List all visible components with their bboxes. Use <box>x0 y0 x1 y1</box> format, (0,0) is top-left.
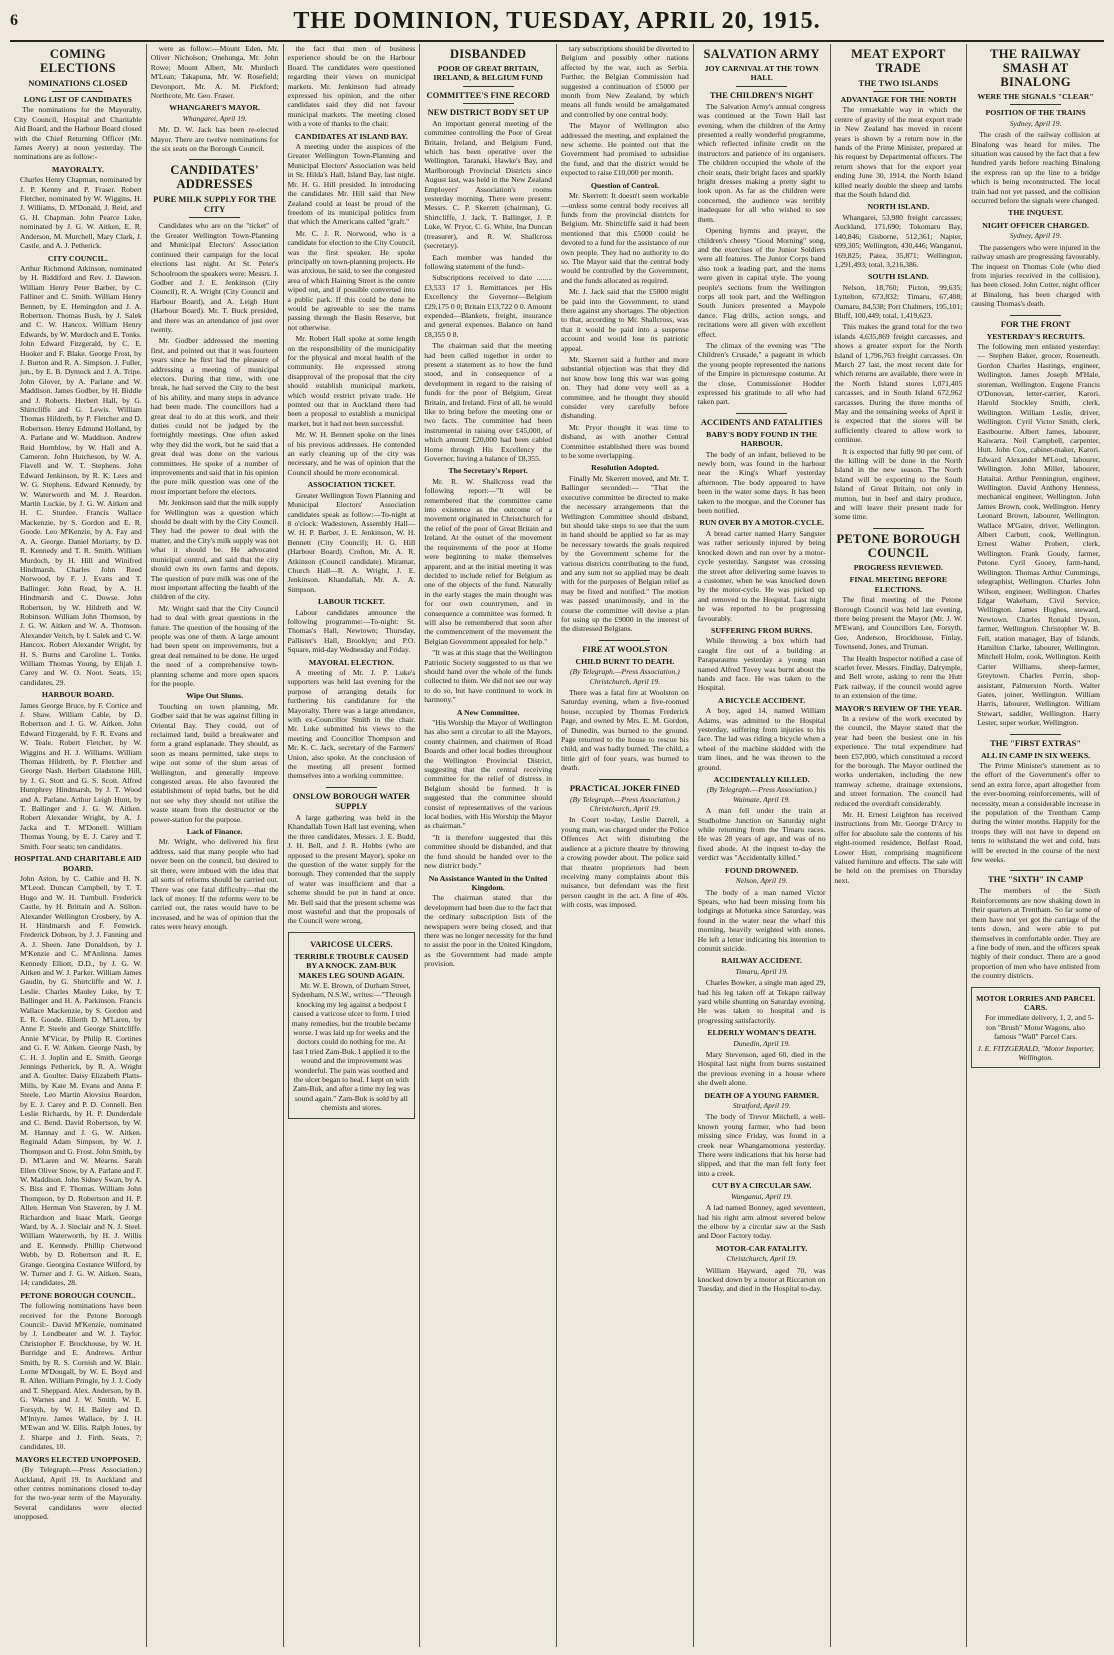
subheadline: COMMITTEE'S FINE RECORD <box>426 89 550 100</box>
subheadline: FINAL MEETING BEFORE ELECTIONS. <box>849 575 948 594</box>
section-head: No Assistance Wanted in the United Kingdom. <box>428 873 548 892</box>
dateline: (By Telegraph.—Press Association.) Christchurch, April 19. <box>569 667 680 686</box>
subheadline: LONG LIST OF CANDIDATES <box>23 95 132 104</box>
subheadline: JOY CARNIVAL AT THE TOWN HALL <box>704 64 819 83</box>
divider <box>599 640 650 641</box>
paragraph: The body of a man named Victor Spears, who had been missing from his lodgings at Motueka since Saturday, was found in the water near the wharf this morning, heavily weighted with stones. He left a letter indicating his intention to commit suicide. <box>697 887 826 953</box>
dateline: Nelson, April 19. <box>735 876 788 886</box>
paragraph: In a review of the work executed by the council, the Mayor stated that the year had been the busiest one in his experience. The total expenditure had been £57,000, which constituted a record for the borough. The Mayor outlined the works undertaken, including the new tramway scheme, drainage extensions, and street formation. The council had reduced the overdraft considerably. <box>834 713 963 808</box>
paragraph: Mr. R. W. Shallcross read the following report:—"It will be remembered that the committee came into existence as the outcome of a movement originated in Christchurch for the relief of the poor of Great Britain and Ireland. At the outset of the movement the requirements of the poor at Home were beginning to make themselves apparent, and at the initial meeting it was decided to include relief for Belgium as one of the objects of the fund. Naturally in the early stages the main thought was for our own countrymen, and in consequence a committee was formed. It will also be remembered that soon after the commencement of the movement the Belgian Government appealed for help." <box>424 476 552 646</box>
headline: PETONE BOROUGH COUNCIL <box>836 531 961 560</box>
paragraph: A large gathering was held in the Khandallah Town Hall last evening, when the three candidates, Messrs. J. E. Budd, J. H. Bell, and J. R. Hobbs (who are opposed to the present Mayor), spoke on the question of the water supply for the borough. They contended that the supply of water was insufficient and that a scheme should be put in hand at once. Mr. Bell said that the present scheme was most wasteful and that the proposals of the Council were wrong. <box>287 812 416 926</box>
story-fire-woolston <box>561 644 689 773</box>
divider <box>1010 104 1062 105</box>
story-continued <box>151 44 279 153</box>
paragraph: Touching on town planning, Mr. Godber said that he was against filling in Oriental Bay. They could, out of reclaimed land, build a breakwater and form a grand esplanade. They should, as soon as means permitted, take steps to wipe out some of the slum areas of Wellington, and generally improve congested areas. He also favoured the establishment of tepid baths, but he did not see why they should not utilise the waste steam from the destructor or the power-station for the purpose. <box>150 701 279 824</box>
paragraph: Candidates who are on the "ticket" of the Greater Wellington Town-Planning and Municipal Electors' Association continued their campaign for the local elections last night. At St. Peter's Schoolroom the speakers were: Messrs. J. Godber and J. E. Jenkinson (City Council), R. A. Wright (City Council and Harbour Board), and A. Leigh Hunt (Harbour Board). Mr. T. Buck presided, and there was an attendance of just over twenty. <box>150 221 279 334</box>
column-6 <box>694 44 831 1647</box>
ad-headline: MOTOR LORRIES AND PARCEL CARS. <box>976 993 1096 1012</box>
paragraph: The body of Trevor Mitchell, a well-known young farmer, who had been missing since Friday, was found in a creek near Whangamomona yesterday. There were indications that his horse had slipped, and that the man fell forty feet into a creek. <box>697 1112 826 1178</box>
subheadline: WERE THE SIGNALS "CLEAR" <box>977 92 1094 101</box>
paragraph: Nelson, 18,760; Picton, 99,635; Lyttelton, 673,832; Timaru, 67,408; Oamaru, 84,538; Port Chalmers, 195,101; Bluff, 100,449; total, 1,419,623. <box>834 282 963 320</box>
paragraph: Charles Bowker, a single man aged 29, had his leg taken off at Tekapo railway yard while shunting on Saturday evening. He was taken to hospital and is progressing satisfactorily. <box>697 978 826 1025</box>
story-disbanded <box>424 47 552 969</box>
paragraph: The Health Inspector notified a case of scarlet fever. Messrs. Findlay, Dalrymple, and Bell wrote, asking to rent the Hutt Park railway, if the council would agree to an extension of the time. <box>834 653 963 701</box>
ad-subheadline: TERRIBLE TROUBLE CAUSED BY A KNOCK. ZAM-BUK MAKES LEG SOUND AGAIN. <box>294 951 409 980</box>
list <box>14 175 142 250</box>
section-head: SUFFERING FROM BURNS. <box>711 625 813 635</box>
paragraph: were as follow:—Mount Eden, Mr. Oliver Nicholson; Onehunga, Mr. John Rowe; Mount Albert, Mr. Murdoch M'Lean; Takapuna, Mr. W. Rosefield; Devonport, Mr. A. M. Pickford; Northcote, Mr. Geo. Fraser. <box>150 44 279 101</box>
divider <box>736 86 787 87</box>
paragraph: "It was at this stage that the Wellington Patriotic Society suggested to us that we should hand over the whole of the funds collected to them. We did not see our way to do so, but have continued to work in harmony." <box>424 648 552 705</box>
ad-headline: VARICOSE ULCERS. <box>310 938 393 949</box>
paragraph: Mr. Wright said that the City Council had to deal with great questions in the future. The question of the housing of the people was one of them. A large amount had been spent on improvements, but a great deal remained to be done. He urged the need of a comprehensive town-planning scheme and more open spaces for the people. <box>150 603 279 688</box>
paragraph: Arthur Richmond Atkinson, nominated by H. Riddiford and Rev. J. Dawson. William Henry Peter Barber, by C. Falliner and C. Smith. William Henry Bennett, by E. Hemingdon and J. A. Robertson. Thomas Bush, by J. Salek and C. W. Hancox. William Henry Edwards, by W. Murdoch and E. Tonks. John Edward Fitzgerald, by C. E. Hooker and F. Blake. George Frost, by J. Burton and R. A. Simpson. J. Fuller, jun., by E. B. Dymock and J. A. Tripe. John Glover, by A. Parlane and W. Maddison. James Godber, by H. Biddle and J. Roberts. Herbert Hall, by G. Shirtcliffe and G. Lewis. William Thomas Hildreth, by P. Fletcher and D. Robertson. Henry Edmund Holland, by A. Parlane and W. Maddison. Andrew Reid Hornblow, by W. Hall and A. Cameron. John Hutcheson, by W. A. Flavell and W. T. Stephens. John Edward Jenkinson, by R. K. Lees and W. G. Stephens. Edward Kennedy, by W. Waterworth and M. J. Reardon. Martin Luckie, by J. G. W. Aitken and H. C. Sturdee. Francis Wallace Mackenzie, by S. Gordon and E. R. Goode. Leo M'Kenzie, by A. Fay and A. A. George. Daniel Moriarty, by D. R. Kennedy and T. R. Smith. William Murdoch, by H. Hill and Winifred Hindmarsh. Charles John Reed Norwood, by F. J. Evans and T. Ballinger. John Read, by A. H. Hindmarsh and C. Dowse. John Robertson, by W. Hildreth and W. Robinson. William John Thomson, by J. G. W. Aitken and W. A. Thomson. Alexander Veitch, by I. Salek and C. W. Hancox. Robert Alexander Wright, by H. S. Burns and Caroline L. Tonks. William Thomas Young, by Elijah J. Carey and W. O. Noot. Seats, 15; candidates, 29. <box>20 263 142 687</box>
list <box>14 264 142 687</box>
story-practical-joker <box>561 783 689 910</box>
headline: THE "SIXTH" IN CAMP <box>988 874 1084 885</box>
paragraph: The Prime Minister's statement as to the effort of the Government's offer to send an extra force, apart altogether from the ever-booming reinforcements, will of necessity, mean a considerable increase in the population of the Trentham Camp during the winter months. Happily for the troops they will not have to depend on tents to withstand the wet and cold, huts will be erected in the course of the next few weeks. <box>971 761 1100 865</box>
divider <box>599 779 650 780</box>
paragraph: The passengers who were injured in the railway smash are progressing favourably. The inquest on Thomas Cole (who died from injuries received in the collision), has been closed. John Cotter, night officer at Binalong, has been charged with causing Thomas's death. <box>971 242 1100 309</box>
section-head: Resolution Adopted. <box>591 463 659 473</box>
section-head: THE INQUEST. <box>1008 208 1064 218</box>
section-head: FOUND DROWNED. <box>725 865 799 875</box>
paragraph: This makes the grand total for the two islands 4,635,869 freight carcasses, and shows a greater export for the North Island of 1,796,763 freight carcasses. On March 27 last, the most recent date for which returns are available, there were in the North Island stores 1,071,405 carcasses, and in South Island 672,962 carcasses. During the three months of May and the remaining weeks of April it is expected that the stores will be sufficiently cleared to allow work to continue. <box>834 322 963 445</box>
story-onslow-water <box>288 791 416 926</box>
paragraph: Mr. D. W. Jack has been re-elected Mayor. There are twelve nominations for the six seats on the Borough Council. <box>150 125 279 154</box>
section-head: Wipe Out Slums. <box>186 691 244 701</box>
paragraph: It is expected that fully 90 per cent. of the killing will be done in the North Island in the new season. The North Island will be exporting to the South Island of Great Britain, not only in mutton, but in beef and dairy produce, and will leave their present trade for some time. <box>834 446 963 522</box>
paragraph: The Salvation Army's annual congress was continued at the Town Hall last evening, when the children of the Army presented a really wonderful programme, which reflected infinite credit on the instructors and patience of its organisers. The children occupied the whole of the choir seats, their bright faces and sparkly bright dresses making a pretty sight to look upon. As far as the children were concerned, the audience was terribly inadequate for all who wished to see them. <box>697 101 826 224</box>
subheadline: PROGRESS REVIEWED. <box>853 562 943 572</box>
subheadline: ALL IN CAMP IN SIX WEEKS. <box>981 750 1091 760</box>
section-head: Question of Control. <box>590 180 659 190</box>
paragraph: The members of the Sixth Reinforcements are now shaking down in their quarters at Trentham. So far some of them have not yet got the carriage of the tents down, and were able to put themselves in comfortable order. They are a fine body of men, and the officers speak highly of their conduct. There are a good proportion of men who have enlisted from the country districts. <box>971 886 1100 981</box>
section-head: SOUTH ISLAND. <box>868 272 929 282</box>
column-3 <box>284 44 421 1647</box>
dateline: Sydney, April 19. <box>1009 231 1062 241</box>
column-2 <box>147 44 284 1647</box>
advertisement-zam-buk <box>288 932 416 1119</box>
paragraph: The nominations for the Mayoralty, City Council, Hospital and Charitable Aid Board, and the Harbour Board closed with the Chief Returning Officer (Mr. James Avery) at noon yesterday. The nominations are as follow:- <box>14 105 142 162</box>
paragraph: A meeting under the auspices of the Greater Wellington Town-Planning and Municipal Electors' Association was held in St. Hilda's Hall, Island Bay, last night. Mr. H. G. Hill presided. In introducing the candidates Mr. Hill said that New Zealand could at least be proud of the freedom of its municipal politics from that which the Americans called "graft." <box>287 142 416 227</box>
section-head: MAYORS ELECTED UNOPPOSED. <box>15 1454 141 1464</box>
section-head: CUT BY A CIRCULAR SAW. <box>711 1181 812 1191</box>
paragraph: The Mayor of Wellington also addressed the meeting, and explained the new scheme. He pointed out that the Government had promised to subsidise the fund, and that the district would be expected to raise £10,000 per month. <box>561 121 689 178</box>
headline: CANDIDATES' ADDRESSES <box>170 163 259 192</box>
divider <box>189 217 240 218</box>
paragraph: Each member was handed the following statement of the fund:- <box>424 252 552 271</box>
divider <box>1010 315 1062 316</box>
column-7 <box>831 44 968 1647</box>
headline: THE "FIRST EXTRAS" <box>990 737 1082 748</box>
headline: THE RAILWAY SMASH AT BINALONG <box>990 47 1082 89</box>
divider <box>52 91 103 92</box>
paragraph: William Hayward, aged 70, was knocked down by a motor at Riccarton on Tuesday, and died in the Hospital to-day. <box>697 1265 826 1294</box>
section-head: CITY COUNCIL. <box>47 253 108 263</box>
story-railway-smash <box>971 47 1100 309</box>
ad-text: Mr. W. E. Brown, of Durham Street, Sydenham, N.S.W., writes:—"Through knocking my leg against a bedpost I caused a varicose ulcer to form. I tried many remedies, but the trouble became worse. I was laid up for weeks and the doctors could do nothing for me. At last I tried Zam-Buk. I applied it to the wound and the improvement was wonderful. The pain was soothed and the ulcer began to heal. I kept on with Zam-Buk, and after a time my leg was sound again." Zam-Buk is sold by all chemists and stores. <box>291 980 412 1113</box>
subheadline: THE CHILDREN'S NIGHT <box>709 89 814 100</box>
paragraph: Finally Mr. Skerrett moved, and Mr. T. Ballinger seconded:— "That the executive committee be directed to make the necessary arrangements that the Wellington Committee should disband, but should take steps to see that the sum in hand should be applied so far as may be necessary towards the goals required by the Government scheme for the various districts contributing to the fund, and any sum not so applied may be dealt with for the purposes of Belgian relief as may be fixed and notified." The motion was passed unanimously, and in the course the committee will devise a plan for using up the £9000 in the interest of the distressed Belgians. <box>561 473 689 634</box>
paragraph: Opening hymns and prayer, the children's cheery "Good Morning" song, and the exercises of the Junior Soldiers were all features. The Junior Corps band also took a leading part, and the items were given in capital style. The young people's sections from the Wellington corps all took part, and the Wellington South Juniors presented a Maypole dance. Flag drills, action songs, and recitations were all given with excellent effect. <box>697 226 826 339</box>
section-head: NIGHT OFFICER CHARGED. <box>982 220 1089 230</box>
newspaper-title: THE DOMINION, TUESDAY, APRIL 20, 1915. <box>293 8 821 34</box>
section-head: MAYORALTY. <box>51 164 104 174</box>
section-head: HARBOUR BOARD. <box>41 690 114 700</box>
paragraph: Whangarei, 53,980 freight carcasses; Auckland, 171,690; Tokomaru Bay, 140,846; Gisborne, 512,361; Napier, 699,305; Wellington, 430,446; Wanganui, 169,825; Patea, 35,871; Wellington, 1,291,493; total, 3,216,386. <box>834 212 963 269</box>
section-head: LABOUR TICKET. <box>317 597 385 607</box>
subheadline: THE TWO ISLANDS <box>858 78 939 88</box>
accounts-table: Subscriptions received to date ........ £3,533 17 1. Remittances per His Excellency the Governor—Belgium £29,175 0 0; Britain £13,722 0 0. Amount expended—Blankets, freight, insurance and general expenses. Balance on hand £8,355 0 8. <box>424 273 552 339</box>
column-8 <box>967 44 1104 1647</box>
paragraph: A boy, aged 14, named William Adams, was admitted to the Hospital yesterday, suffering from injuries to his face. The lad was riding a bicycle when a wheel of the machine skidded with the tram lines, and he was thrown to the ground. <box>697 706 826 772</box>
page-number: 6 <box>10 12 18 29</box>
dateline: Stratford, April 19. <box>732 1101 791 1111</box>
paragraph: Mary Stevenson, aged 60, died in the Hospital last night from burns sustained the previous evening in a house where she dwelt alone. <box>697 1050 826 1088</box>
section-head: MAYORAL ELECTION. <box>308 657 394 667</box>
column-4 <box>420 44 557 1647</box>
list <box>14 874 142 1288</box>
paragraph: Mr. J. Jack said that the £5000 might be paid into the Government, to stand there against any shortages. The objection to that, according to Mr. Shallcross, was that it would be paid into a suspense account and would lose its patriotic appeal. <box>561 287 689 353</box>
story-coming-elections <box>14 47 142 1522</box>
ad-text: For immediate delivery, 1, 2, and 5-ton "Brush" Motor Wagons, also famous "Wall" Parcel Cars. <box>985 1013 1095 1042</box>
section-head: A New Committee. <box>456 707 520 717</box>
section-head: YESTERDAY'S RECRUITS. <box>986 331 1085 341</box>
headline: PRACTICAL JOKER FINED <box>569 782 680 793</box>
paragraph: Mr. Pryor thought it was time to disband, as with another Central Committee established there was bound to be some overlapping. <box>561 422 689 461</box>
divider <box>736 413 787 414</box>
story-candidates-addresses <box>151 163 279 931</box>
paragraph: The body of an infant, believed to be newly born, was found in the harbour near the King's Wharf yesterday afternoon. The body appeared to have been in the water some days. It has been taken to the morgue, and the Coroner has been notified. <box>697 449 826 516</box>
dateline: Sydney, April 19. <box>1009 118 1062 128</box>
paragraph: A bread carter named Harry Sangster was rather seriously injured by being knocked down and run over by a motor-cycle yesterday. Sangster was crossing the street after delivering some loaves to a customer, when he was knocked down by the motor-cycle. He was picked up and removed to the Hospital. Last night he was reported to be progressing favourably. <box>697 528 826 623</box>
section-head: The Secretary's Report. <box>448 466 528 476</box>
section-head: RUN OVER BY A MOTOR-CYCLE. <box>699 518 824 528</box>
section-head: CANDIDATES AT ISLAND BAY. <box>294 131 408 141</box>
paragraph: Mr. H. Ernest Leighton has received instructions from Mr. George D'Arcy to offer for absolute sale the contents of his eight-roomed residence, Belfast Road, Lower Hutt, comprising magnificent valued furniture and effects. The sale will be held on the premises on Thursday next. <box>834 810 963 885</box>
paragraph: Mr. Skerrett said a further and more substantial objection was that they did not know how long this war was going on. They had done very well as a committee, and he thought they should consider very carefully before disbanding. <box>561 355 689 421</box>
paragraph: (By Telegraph.—Press Association.) Auckland, April 19. In Auckland and other centres nominations closed to-day for the two-year term of the Mayoralty. Several candidates were elected unopposed. <box>14 1465 142 1522</box>
paragraph: Mr. Godber addressed the meeting first, and pointed out that it was fourteen years since he first had the pleasure of addressing a meeting of municipal electors. During that time, with one break, he had served the City to the best of his ability, and many steps in advance had been made. The councillors had a great deal to do at this work, and their duties could not be judged by the fortnightly meetings. One often asked why they did the work, but he said that a great deal was done on the various committees. He spoke of a number of improvements and said that in his opinion the pure milk question was one of the most important before the electors. <box>150 336 279 496</box>
subheadline: ADVANTAGE FOR THE NORTH <box>840 95 957 104</box>
section-head: MAYOR'S REVIEW OF THE YEAR. <box>834 703 962 713</box>
subheadline: NOMINATIONS CLOSED <box>28 78 128 88</box>
paragraph: The crash of the railway collision at Binalong was heard for miles. The situation was caused by the fact that a few hundred yards before reaching Binalong the express ran up the line to a bridge which is being reconstructed. The local train had not yet passed, and the collision occurred before the signals were changed. <box>971 130 1100 206</box>
section-head: PETONE BOROUGH COUNCIL. <box>20 1290 136 1300</box>
dateline: Christchurch, April 19. <box>726 1254 797 1264</box>
paragraph: Mr. Robert Hall spoke at some length on the responsibility of the municipality for the physical and moral health of the community. He expressed strong disapproval of the proposal that the city should establish municipal markets, which would restrict private trade. He pointed out that in Auckland there had been a proposal to establish a municipal market, but it had not been successful. <box>287 334 416 428</box>
paragraph: Mr. Jenkinson said that the milk supply for Wellington was a question which should be dealt with by the City Council. They had the power to deal with the matter, and the City's milk supply was not what it should be. He advocated municipal control, and said that the city should own its own farms and depots. The question of pure milk was one of the most important affecting the health of the children of the city. <box>150 498 279 602</box>
section-head: NORTH ISLAND. <box>867 202 930 212</box>
story-first-extras <box>971 738 1100 865</box>
list <box>14 701 142 852</box>
paragraph: There was a fatal fire at Woolston on Saturday evening, when a five-roomed house, occupied by Thomas Frederick Page, and owned by Mrs. E. M. Gordon, of Dunedin, was burned to the ground. Page returned to the house to rescue his child, and was badly burned. The child, a little girl of four years, was burned to death. <box>561 688 689 773</box>
story-continued <box>288 44 416 781</box>
paragraph: Mr. C. J. R. Norwood, who is a candidate for election to the City Council, was the first speaker. He spoke principally on town-planning projects. He was anxious, he said, to see the congested area of which Haining Street is the centre wiped out, and if possible converted into a public park. If this could be done he would be agreeable to see the trams passing through the Basin Reserve, but not otherwise. <box>287 228 416 332</box>
story-petone-council <box>835 532 963 885</box>
paragraph: The chairman said that the meeting had been called together in order to present a statement as to how the fund stood, and in consequence of a development in regard to the raising of funds for the poor of Belgium, Great Britain, and Ireland. First of all, he would like to bring before the meeting one or two facts. The committee had been instrumental in raising over £45,000, of which amount £20,000 had been cabled Home through His Excellency the Governor, having a balance of £8,355. <box>424 341 552 464</box>
dateline: (By Telegraph.—Press Association.) Christchurch, April 19. <box>569 794 680 814</box>
section-head: DEATH OF A YOUNG FARMER. <box>704 1090 819 1100</box>
section-head: ELDERLY WOMAN'S DEATH. <box>707 1028 816 1038</box>
advertisement-motor-lorries <box>971 987 1100 1069</box>
dateline: (By Telegraph.—Press Association.) Waimate, April 19. <box>706 785 817 804</box>
section-head: MOTOR-CAR FATALITY. <box>715 1243 808 1253</box>
paragraph: Labour candidates announce the following programme:—To-night: St. Thomas's Hall, Newtown; Thursday, Pallister's Hall, Brooklyn; and P.O. Square, mid-day Wednesday and Friday. <box>287 607 416 655</box>
list <box>14 1301 142 1452</box>
paragraph: "His Worship the Mayor of Wellington has also sent a circular to all the Mayors, county chairmen, and chairmen of Road Boards and other local bodies throughout the Wellington Provincial District, suggesting that the central receiving committee for the relief of distress in Belgium should be formed. It is suggested that the committee should consist of representatives of the various local bodies, with His Worship the Mayor as chairman." <box>424 718 552 831</box>
paragraph: James George Bruce, by F. Cortice and J. Shaw. William Cable, by D. Robertson and J. G. W. Aitken. John Edward Fitzgerald, by F. R. Evans and W. Teale. Robert Fletcher, by W. Wiggins and H. J. Williams. William Thomas Hildreth, by P. Fletcher and George Nash. Herbert Gladstone Hill, by J. G. Stott and G. S. Scott. Alfred Humphrey Hindmarsh, by J. T. Wood and A. Parlane. Arthur Leigh Hunt, by T. Ballinger and J. G. W. Aitken. Robert Alexander Wright, by A. J. Jacka and T. M'Donell. William Thomas Young, by E. J. Carey and T. Smith. Four seats; ten candidates. <box>20 700 142 851</box>
headline: ACCIDENTS AND FATALITIES <box>700 416 823 427</box>
column-5 <box>557 44 694 1647</box>
headline: DISBANDED <box>449 47 527 61</box>
masthead <box>10 8 1104 42</box>
paragraph: Greater Wellington Town Planning and Municipal Electors' Association candidates speak as follow:—To-night at 8 o'clock: Wadestown, Assembly Hall—W. H. P. Barber, J. E. Jenkinson, W. H. Bennett (City Council); H. G. Hill (Harbour Board). Crofton, Mr. A. R. Atkinson (Council candidate). Miramar, Church Hall—R. A. Wright, J. E. Jenkinson. Khandallah, Mr. A. A. Simpson. <box>287 490 416 594</box>
section-head: HOSPITAL AND CHARITABLE AID BOARD. <box>14 854 142 873</box>
paragraph: Mr. Skerrett: It doesn't seem workable—unless some central body receives all funds from the provincial districts for Belgium. Mr. Shirtcliffe said it had been mentioned that this £5000 could be devoted to a fund for the assistance of our own people. They had no authority to do so. The Mayor said that the central body would be controlled by the Government, and the funds allocated as required. <box>561 191 689 285</box>
paragraph: Mr. W. H. Bennett spoke on the lines of his previous addresses. He contended an early cleaning up of the city was necessary, and he was of opinion that the Council should be more economical. <box>287 430 416 477</box>
section-head: ACCIDENTALLY KILLED. <box>713 775 810 785</box>
list <box>971 342 1100 728</box>
paragraph: tary subscriptions should be diverted to Belgium and possibly other nations affected by the war, such as Serbia. Further, the Belgian Commission had suggested a continuation of £5000 per month from New Zealand, by which means all funds would be amalgamated and controlled by one central body. <box>561 44 689 119</box>
story-continued <box>561 44 689 634</box>
dateline: Dunedin, April 19. <box>733 1038 791 1048</box>
paragraph: "It is therefore suggested that this committee should be disbanded, and that the fund should be handed over to the new district body." <box>424 832 552 871</box>
paragraph: John Aston, by C. Cathie and H. N. M'Leod. Duncan Campbell, by T. T. Hugo and W. H. Turnbull. Frederick Castle, by H. Brittain and A. Stilton. Alexander Wellington Crosbery, by A. H. Hindmarsh and F. Fenwick. Frederick Dobson, by J. J. Fanning and A. J. Sheen. Jane Donaldson, by J. M'Kenzie and C. M'Anlinna. James Kennedy Elliott, D.D., by J. G. W. Aitken and W. J. Parker. William James Gaudin, by G. Shirtcliffe and W. J. Leslie. Charles Mauley Luke, by T. Ballinger and H. A. Parkinson. Francis Wallace Mackenzie, by S. Gordon and E. R. Goode. Ellerth D. M'Laren, by Anne P. Steele and George Shirtcliffe. Annie M'Vicar, by Philip R. Cortines and G. F. W. Aitken. George Nash, by C. H. J. Joplin and E. Smith. George Jennings Petherick, by R. A. Wright and A. Goulter. Daisy Elizabeth Platts-Mills, by Kate M. Evans and Anna P. Steele. Leo Martin Alovsius Reardon, by E. J. Carey and P. D. Connell. Ben Leslie Richards, by H. P. Dunderdale and C. Bend. David Robertson, by W. M. Hannay and J. G. W. Aitken. Reginald Adam Simpson, by W. J. Thompson and G. Frost. John Smith, by D. M'Laren and W. Mearns. Sarah Ellen Oliver Snow, by A. Parlane and F. W. Maddison. John Sidney Swan, by A. S. Biss and F. Thomas. William John Thompson, by D. Robertson and H. P. Allen. Herman Von Staveren, by J. M. Richardson and Isaac Mark. George Ward, by A. J. Sinclair and N. J. Steel. William Waterworth, by H. J. Willis and E. Kennedy. Phillip Chetwood Webb, by D. Robertson and R. E. Grange. Georgina Costance Wilford, by W. Turner and J. G. W. Aitken. Seats, 14; candidates, 28. <box>20 873 142 1288</box>
paragraph: The following men enlisted yesterday:— Stephen Baker, grocer, Roseneath. Gordon Charles Hastings, engineer, Wellington. James Joseph M'Hale, storeman, Wellington. Eugene Francis O'Donovan, letter-carrier, Karori. Harold Stockley Smith, clerk, Wellington. William Leslie, driver, Wellington. Cyril Victor Smith, clerk, Eastbourne. Albert James, labourer, Kaiwarra. Neil Campbell, carpenter, Hutt. John Cox, cabinet-maker, Karori. Edward Alexander M'Leod, labourer, Wellington. John Miller, labourer, Hataitai. Arthur Pennington, engineer, Wellington. David Anthony Henness, mechanical engineer, Wellington. John James Brown, cook, Wellington. Henry Leonard Brown, labourer, Wellington. Wallace M'Gaire, driver, Wellington. Albert Carbutt, cook, Wellington. Ernest Walter Probert, clerk, Wellington. Frank Goudy, farmer, Petone. Cyril Gooey, farm-hand, Wellington. Thomas Arthur Cummings, telegraphist, Wellington. Charles John Wilson, engineer, Wellington. Charles Edgar Wakeham, Civil Service, Wellington. James Hughes, steward, Newtown. Charles Ronald Dyson, farmer, Wellington. Christopher W. B. Fell, station manager, Bay of Islands. Hamilton Clarke, labourer, Wellington. Mitchell Holm, cook, Wellington. Keith Carter Williams, sheep-farmer, Greytown. Charles Perrin, shop-assistant, Palmerston North. Walter Gates, joiner, Wellington. William Harris, labourer, Wellington. William Stewart, saddler, Wellington. Harry Lester, super worker, Wellington. <box>977 341 1100 728</box>
divider <box>1010 870 1062 871</box>
headline: MEAT EXPORT TRADE <box>851 47 946 75</box>
story-meat-export <box>835 47 963 522</box>
headline: FOR THE FRONT <box>1000 318 1071 329</box>
paragraph: The following nominations have been received for the Petone Borough Council:- David M'Kenzie, nominated by J. Lendbeater and W. J. Taylor. Christopher F. Brockhouse, by W. H. Burridge and E. Andrews. Arthur Smith, by R. S. Cornish and W. Blair. Lorne M'Dougall, by W. E. Boyd and R. Allen. William Pringle, by J. J. Cody and T. Sheppard. Alex. Anderson, by B. G. Warnes and J. W. Smith. W. E. Forsyth, by W. H. Bailey and D. M'Intyre. James Wallace, by J. H. M'Ewan and W. Ellis. Ralph Jones, by J. Sharpe and J. Firth. Seats, 7; candidates, 10. <box>20 1301 142 1452</box>
dateline: Wanganui, April 19. <box>731 1191 793 1201</box>
story-for-the-front <box>971 319 1100 728</box>
divider <box>873 528 924 529</box>
dateline: Whangarei, April 19. <box>182 113 247 123</box>
headline: COMING ELECTIONS <box>40 47 116 75</box>
divider <box>873 91 924 92</box>
section-head: WHANGAREI'S MAYOR. <box>169 103 260 113</box>
divider <box>189 159 240 160</box>
story-sixth-in-camp <box>971 874 1100 980</box>
paragraph: A lad named Bonney, aged seventeen, had his right arm almost severed below the elbow by a circular saw at the Sash and Door Factory today. <box>697 1203 826 1241</box>
paragraph: An important general meeting of the committee controlling the Poor of Great Britain, Ireland, and Belgium Fund, which has been operative over the Wellington, Taranaki, Hawke's Bay, and Marlborough Provincial Districts since August last, was held in the New Zealand Employers' Association's rooms yesterday morning. There were present: Messrs. C. P. Skerrett (chairman), G. Shirtcliffe, J. Jack, T. Ballinger, J. P. Luke, W. Pryor, C. G. White, Ina Duncan (treasurer), and R. W. Shallcross (secretary). <box>424 118 552 251</box>
divider <box>1010 734 1062 735</box>
paragraph: Charles Henry Chapman, nominated by J. P. Kenny and P. Fraser. Robert Fletcher, nominated by W. Wiggins, H. J. Williams, D. M'Donald, J. Reid, and G. H. Chapman. John Pearce Luke, nominated by J. G. W. Aitken, E. R. Anderson, M. Murchell, Mary Clark, J. Castle, and A. J. Petherick. <box>20 175 142 251</box>
story-salvation-army <box>698 47 826 407</box>
subheadline: POOR OF GREAT BRITAIN, IRELAND, & BELGIUM FUND <box>433 64 543 83</box>
subheadline: NEW DISTRICT BODY SET UP <box>427 106 549 117</box>
section-head: ASSOCIATION TICKET. <box>307 480 396 490</box>
headline: SALVATION ARMY <box>703 47 820 61</box>
columns <box>10 44 1104 1647</box>
dateline: Timaru, April 19. <box>735 966 788 976</box>
subheadline: CHILD BURNT TO DEATH. <box>575 656 675 666</box>
section-head: BABY'S BODY FOUND IN THE HARBOUR. <box>706 429 818 449</box>
divider <box>326 787 377 788</box>
divider <box>463 103 514 104</box>
paragraph: The remarkable way in which the centre of gravity of the meat export trade in New Zealand has moved in recent years is shown by a return now in the hands of the Prime Minister, prepared at his request by Departmental officers. The return shows that for the export year ending June 30, 1914, the North Island killed nearly double the sheep and lambs that the South Island did. <box>834 105 963 200</box>
subheadline: POSITION OF THE TRAINS <box>985 108 1086 118</box>
paragraph: The climax of the evening was "The Children's Crusade," a pageant in which the young people represented the nations of the Empire in picturesque costume. At the close, Commissioner Hodder expressed his gratitude to all who had taken part. <box>697 340 826 407</box>
subheadline: PURE MILK SUPPLY FOR THE CITY <box>153 194 277 215</box>
paragraph: While throwing a box which had caught fire out of a building at Paraparaumu yesterday a young man named Alfred Tovey was burnt about the hands and face. He was taken to the Hospital. <box>697 636 826 693</box>
paragraph: the fact that men of business experience should be on the Harbour Board. The candidates were questioned regarding their views on municipal markets. Mr. Jenkinson had already expressed his opinion, and the other candidates said they did not favour municipal markets. The meeting closed with a vote of thanks to the chair. <box>287 44 416 129</box>
divider <box>463 86 514 87</box>
paragraph: Mr. Wright, who delivered his first address, said that many people who had never been on the council, but desired to sit there, were imbued with the idea that all sorts of reforms should be carried out. There was one fatal difficulty—that the lack of money. If the reforms were to be carried out, the rates would have to be increased, and he was of opinion that the rates were heavy enough. <box>150 837 279 932</box>
section-head: RAILWAY ACCIDENT. <box>721 956 802 966</box>
ad-signature: J. E. FITZGERALD, "Motor Importer, Wellington. <box>977 1043 1094 1062</box>
section-head: Lack of Finance. <box>186 827 243 837</box>
paragraph: A man fell under the train at Studholme Junction on Saturday night while returning from the Timaru races. He was 28 years of age, and was of no fixed abode. At the inquest to-day the verdict was "Accidentally killed." <box>697 806 826 863</box>
section-head: A BICYCLE ACCIDENT. <box>718 695 806 705</box>
paragraph: A meeting of Mr. J. P. Luke's supporters was held last evening for the purpose of arranging details for furthering his candidature for the Mayoralty. There was a large attendance, with ex-Councillor Smith in the chair. Mr. Luke submitted his views to the meeting and Councillor Thompson and Mr. K. C. Jack, secretary of the Farmers' Union, also spoke. At the conclusion of the meeting all present formed themselves into a working committee. <box>287 668 416 781</box>
story-accidents <box>698 417 826 1294</box>
paragraph: The final meeting of the Petone Borough Council was held last evening, there being present the Mayor (Mr. J. W. M'Ewan), and Councillors Lee, Forsyth, Gee, Anderson, Brockhouse, Finlay, Townsend, Jones, and Truman. <box>834 595 963 652</box>
headline: FIRE AT WOOLSTON <box>582 643 668 654</box>
paragraph: The chairman stated that the development had been due to the fact that the ordinary subscription lists of the newspapers were being closed, and that there was no longer necessity for the fund to assist the poor in the United Kingdom, as the Government had made ample provision. <box>424 893 552 969</box>
column-1 <box>10 44 147 1647</box>
paragraph: In Court to-day, Leslie Darrell, a young man, was charged under the Police Offences Act with disturbing the audience at a picture theatre by throwing a crowing powder about. The police said that theatre proprietors had been receiving many complaints about this nuisance, but defendant was the first person caught in the act. A fine of 40s. with costs, was imposed. <box>561 815 689 910</box>
headline: ONSLOW BOROUGH WATER SUPPLY <box>292 790 410 811</box>
